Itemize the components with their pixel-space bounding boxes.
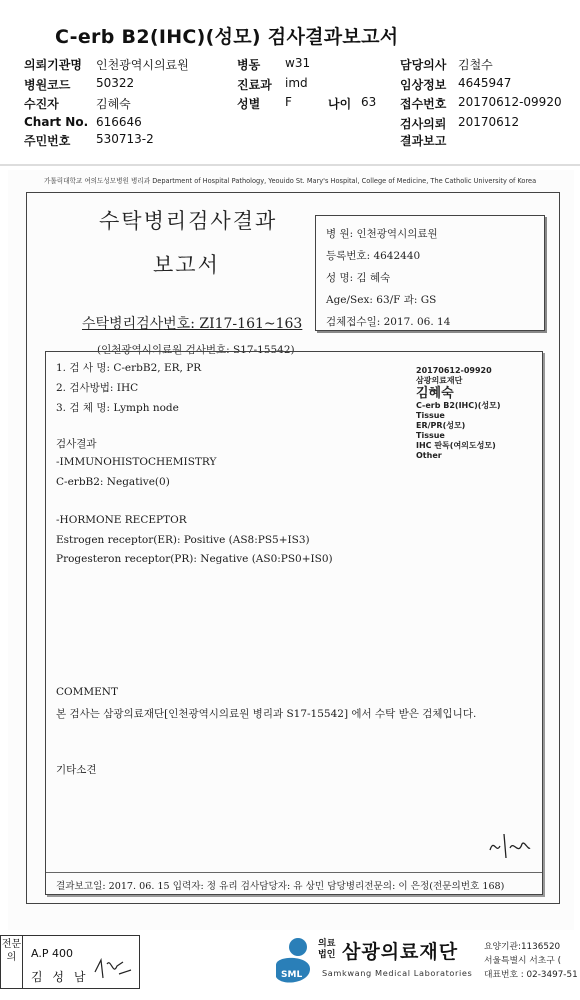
dept-value: imd [285,76,308,90]
result-footer-divider [46,872,542,873]
result-label: 결과보고 [400,134,447,148]
ward-label: 병동 [237,58,261,72]
clinical-label: 임상정보 [400,78,447,92]
approval-code: A.P 400 [31,947,73,960]
doc-title-line2: 보고서 [153,253,220,277]
approval-label: 전문의 [1,936,23,988]
report-frame [26,192,560,904]
approver-signature [93,954,133,984]
patient-info-box [315,215,545,331]
referral-sub-number: (인천광역시의료원 검사번호: S17-15542) [97,344,295,356]
organization-name-en: Samkwang Medical Laboratories [322,968,473,978]
specimen-name: 3. 검 체 명: Lymph node [56,402,179,414]
id-label: 주민번호 [24,134,71,148]
referral-number: 수탁병리검사번호: ZI17-161~163 [82,316,303,332]
age-value: 63 [361,95,377,109]
hormone-heading: -HORMONE RECEPTOR [56,514,187,526]
patient-name: 성 명: 김 혜숙 [326,272,391,284]
patient-received-date: 검체접수일: 2017. 06. 14 [326,316,451,328]
report-header [0,0,580,162]
lab-footer-banner [0,933,580,1000]
test-method: 2. 검사방법: IHC [56,382,139,394]
stamp-test-1: C-erb B2(IHC)(성모) [416,401,501,410]
institution-code: 요양기관:1136520 [484,942,561,952]
scanned-report [8,170,574,930]
header-divider [0,164,580,166]
chart-value: 616646 [96,115,142,129]
result-box [45,351,543,895]
request-label: 검사의뢰 [400,117,447,131]
logo-text: SML [281,970,303,980]
stamp-tissue-1: Tissue [416,411,445,420]
sex-label: 성별 [237,97,261,111]
chart-label: Chart No. [24,115,89,129]
corp-label-line1: 의료 [318,939,336,949]
pathologist-signature-mark [484,830,534,862]
id-value: 530713-2 [96,132,154,146]
comment-heading: COMMENT [56,686,119,698]
recipient-label: 수진자 [24,97,59,111]
request-value: 20170612 [458,115,520,129]
department-source-line: 가톨릭대학교 여의도성모병원 병리과 Department of Hospital Pathology, Yeouido St. Mary's Hospital, College of Medicine, The Catholic University of Korea [44,177,537,185]
organization-name: 삼광의료재단 [342,941,459,963]
stamp-org: 삼광의료재단 [416,376,463,385]
stamp-test-2: ER/PR(성모) [416,421,466,430]
patient-hospital: 병 원: 인천광역시의료원 [326,228,438,240]
comment-text: 본 검사는 삼광의료재단[인천광역시의료원 병리과 S17-15542] 에서 수탁 받은 검체입니다. [56,708,477,720]
other-findings-heading: 기타소견 [56,764,97,776]
approval-box [0,935,140,989]
stamp-tissue-2: Tissue [416,431,445,440]
ihc-heading: -IMMUNOHISTOCHEMISTRY [56,456,217,468]
ward-value: w31 [285,56,311,70]
clinical-value: 4645947 [458,76,512,90]
doctor-label: 담당의사 [400,58,447,72]
dept-label: 진료과 [237,78,272,92]
corp-label [318,939,335,961]
corp-label-line2: 법인 [318,950,336,960]
test-name: 1. 검 사 명: C-erbB2, ER, PR [56,362,202,374]
receipt-no-value: 20170612-09920 [458,95,562,109]
sml-logo-icon [270,935,316,989]
patient-age-sex: Age/Sex: 63/F 과: GS [326,294,437,306]
patient-reg-no: 등록번호: 4642440 [326,250,421,262]
stamp-patient: 김혜숙 [416,386,454,401]
institution-label: 의뢰기관명 [24,58,82,72]
doc-title-line1: 수탁병리검사결과 [99,209,278,233]
age-label: 나이 [328,97,352,111]
hospital-code-label: 병원코드 [24,78,71,92]
doctor-value: 김철수 [458,58,493,72]
institution-value: 인천광역시의료원 [96,58,189,72]
address-line: 서울특별시 서초구 ( [484,956,562,966]
stamp-receipt-no: 20170612-09920 [416,366,492,375]
pr-result: Progesteron receptor(PR): Negative (AS0:PS0+IS0) [56,553,333,565]
report-title: C-erb B2(IHC)(성모) 검사결과보고서 [55,26,399,48]
recipient-value: 김혜숙 [96,97,131,111]
result-heading: 검사결과 [56,438,97,450]
er-result: Estrogen receptor(ER): Positive (AS8:PS5+IS3) [56,534,310,546]
stamp-other: Other [416,451,442,460]
cerbb2-result: C-erbB2: Negative(0) [56,476,170,488]
phone-line: 대표번호 : 02-3497-51 [484,970,578,980]
receipt-no-label: 접수번호 [400,97,447,111]
specimen-label-stamp [416,366,536,461]
stamp-test-3: IHC 판독(여의도성모) [416,441,496,450]
hospital-code-value: 50322 [96,76,135,90]
sex-value: F [285,95,292,109]
report-footer: 결과보고일: 2017. 06. 15 입력자: 정 유리 검사담당자: 유 상민 담당병리전문의: 이 은정(전문의번호 168) [56,881,505,892]
approver-name: 김 성 남 [31,970,89,984]
